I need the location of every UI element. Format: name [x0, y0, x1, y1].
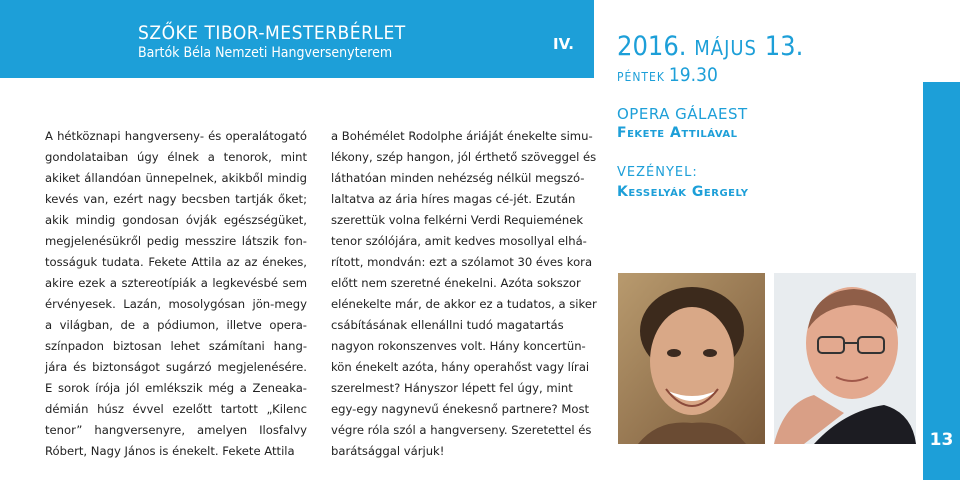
text-line: egy-egy nagynevű énekesnő partnere? Most	[331, 402, 590, 416]
text-line: gondolataiban úgy élnek a tenorok, mint	[45, 150, 307, 164]
conductor-photo	[774, 273, 916, 444]
event-title: OPERA GÁLAEST	[617, 105, 748, 123]
text-line: rított, mondván: ezt a szólamot 30 éves kora	[331, 255, 593, 269]
time: 19.30	[668, 64, 718, 86]
date-month: MÁJUS	[694, 36, 757, 60]
soloist-name: Fekete Attilával	[617, 125, 738, 141]
text-line: a Bohémélet Rodolphe áriáját énekelte simu-	[331, 129, 593, 143]
article-column-2	[331, 126, 599, 462]
text-line: A hétköznapi hangverseny- és operalátogató	[45, 129, 307, 143]
text-line: a világban, de a pódiumon, illetve opera-	[45, 318, 307, 332]
text-line: színpadon biztosan lehet számítani hang-	[45, 339, 307, 353]
series-title: SZŐKE TIBOR-MESTERBÉRLET	[138, 22, 406, 44]
text-line: akik mindig gondosan óvják egészségüket,	[45, 213, 307, 227]
text-line: kön énekelt azóta, hány operahőst vagy lírai	[331, 360, 590, 374]
text-line: szerelmest? Hányszor lépett fel úgy, mint	[331, 381, 573, 395]
text-line: démián húsz évvel ezelőtt tartott „Kilenc	[45, 402, 307, 416]
text-line: barátsággal várjuk!	[331, 444, 445, 458]
text-line: laltatva az ária híres magas cé-jét. Ezután	[331, 192, 576, 206]
text-line: Róbert, Nagy János is énekelt. Fekete Attila	[45, 444, 295, 458]
header-banner	[0, 0, 594, 78]
text-line: előtt nem szeretné énekelni. Azóta sokszor	[331, 276, 581, 290]
page-number: 13	[929, 430, 954, 450]
date-year: 2016.	[617, 31, 687, 62]
text-line: akiket állandóan ünnepelnek, akikből mindig	[45, 171, 307, 185]
text-line: csábításának ellenállni tudó magatartás	[331, 318, 564, 332]
text-line: tosságuk tudata. Fekete Attila az az énekes,	[45, 255, 307, 269]
conductor-name: Kesselyák Gergely	[617, 184, 749, 200]
text-line: láthatóan minden nehézség nélkül megszó-	[331, 171, 585, 185]
concert-number: IV.	[553, 35, 574, 53]
concert-time	[617, 64, 718, 86]
soloist-photo	[618, 273, 765, 444]
conductor-label: VEZÉNYEL:	[617, 165, 698, 180]
text-line: E sorok írója jól emlékszik még a Zeneaka-	[45, 381, 307, 395]
text-line: szerettük volna felkérni Verdi Requiemének	[331, 213, 584, 227]
text-line: lékony, szép hangon, jól érthető szöveggel és	[331, 150, 597, 164]
page-sidebar	[923, 82, 960, 480]
text-line: megjelenésükről pedig messzire látszik fon-	[45, 234, 307, 248]
weekday: PÉNTEK	[617, 70, 665, 84]
venue-name: Bartók Béla Nemzeti Hangversenyterem	[138, 45, 393, 61]
text-line: akire ezek a sztereotípiák a legkevésbé sem	[45, 276, 307, 290]
text-line: nagyon rokonszenves volt. Hány koncertün-	[331, 339, 586, 353]
text-line: jára és biztonságot sugárzó megjelenésére.	[45, 360, 307, 374]
text-line: végre róla szól a hangverseny. Szeretettel és	[331, 423, 592, 437]
text-line: tenor szólójára, amit kedves mosollyal elhá-	[331, 234, 587, 248]
text-line: elénekelte már, de akkor ez a tudatos, a siker	[331, 297, 597, 311]
text-line: kevés van, ezért nagy becsben tartják őket;	[45, 192, 307, 206]
text-line: érvényesek. Lazán, mosolygósan jön-megy	[45, 297, 307, 311]
text-line: tenor” hangversenyre, amelyen Ilosfalvy	[45, 423, 307, 437]
article-column-1	[45, 126, 307, 462]
concert-date	[617, 33, 803, 62]
date-day: 13.	[764, 31, 804, 62]
